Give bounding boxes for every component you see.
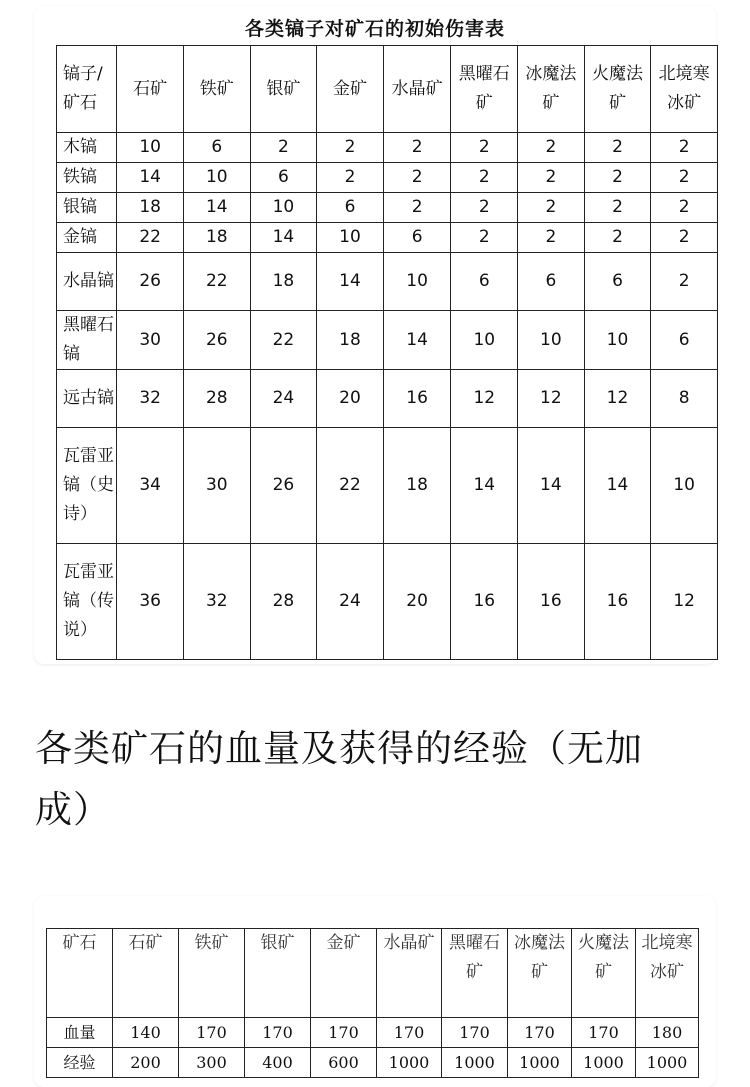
column-header: 石矿 bbox=[113, 929, 179, 1018]
damage-cell: 28 bbox=[250, 544, 317, 660]
damage-cell: 14 bbox=[584, 428, 651, 544]
column-header: 铁矿 bbox=[183, 46, 250, 133]
damage-cell: 24 bbox=[250, 370, 317, 428]
column-header: 铁矿 bbox=[179, 929, 245, 1018]
damage-cell: 10 bbox=[651, 428, 718, 544]
damage-cell: 14 bbox=[383, 311, 451, 370]
column-header: 火魔法矿 bbox=[572, 929, 636, 1018]
damage-cell: 6 bbox=[518, 253, 585, 311]
damage-cell: 2 bbox=[651, 163, 718, 193]
damage-cell: 2 bbox=[250, 133, 317, 163]
damage-cell: 6 bbox=[250, 163, 317, 193]
row-label: 木镐 bbox=[57, 133, 117, 163]
column-header: 水晶矿 bbox=[383, 46, 451, 133]
damage-cell: 32 bbox=[117, 370, 184, 428]
damage-table-title: 各类镐子对矿石的初始伤害表 bbox=[244, 18, 505, 40]
damage-cell: 2 bbox=[584, 163, 651, 193]
damage-cell: 18 bbox=[117, 193, 184, 223]
value-cell: 200 bbox=[113, 1048, 179, 1078]
damage-cell: 2 bbox=[451, 163, 518, 193]
damage-cell: 22 bbox=[250, 311, 317, 370]
value-cell: 170 bbox=[377, 1018, 442, 1048]
damage-cell: 12 bbox=[451, 370, 518, 428]
damage-cell: 26 bbox=[117, 253, 184, 311]
damage-cell: 20 bbox=[317, 370, 384, 428]
damage-cell: 26 bbox=[250, 428, 317, 544]
damage-cell: 10 bbox=[183, 163, 250, 193]
damage-cell: 10 bbox=[317, 223, 384, 253]
value-cell: 400 bbox=[245, 1048, 311, 1078]
value-cell: 170 bbox=[179, 1018, 245, 1048]
damage-cell: 2 bbox=[451, 193, 518, 223]
damage-cell: 2 bbox=[317, 163, 384, 193]
damage-cell: 20 bbox=[383, 544, 451, 660]
damage-cell: 2 bbox=[451, 133, 518, 163]
damage-cell: 10 bbox=[250, 193, 317, 223]
damage-cell: 2 bbox=[584, 133, 651, 163]
damage-cell: 30 bbox=[117, 311, 184, 370]
damage-cell: 14 bbox=[451, 428, 518, 544]
value-cell: 1000 bbox=[572, 1048, 636, 1078]
column-header: 水晶矿 bbox=[377, 929, 442, 1018]
table-row bbox=[57, 311, 718, 370]
row-label: 瓦雷亚镐（史诗） bbox=[57, 428, 117, 544]
damage-cell: 6 bbox=[451, 253, 518, 311]
damage-cell: 18 bbox=[383, 428, 451, 544]
row-label: 黑曜石镐 bbox=[57, 311, 117, 370]
damage-cell: 2 bbox=[651, 253, 718, 311]
value-cell: 140 bbox=[113, 1018, 179, 1048]
value-cell: 170 bbox=[442, 1018, 508, 1048]
table-row bbox=[47, 1018, 699, 1048]
damage-cell: 12 bbox=[518, 370, 585, 428]
damage-cell: 16 bbox=[383, 370, 451, 428]
damage-cell: 2 bbox=[584, 223, 651, 253]
row-label: 水晶镐 bbox=[57, 253, 117, 311]
row-label: 铁镐 bbox=[57, 163, 117, 193]
column-header: 北境寒冰矿 bbox=[651, 46, 718, 133]
damage-cell: 34 bbox=[117, 428, 184, 544]
damage-cell: 12 bbox=[651, 544, 718, 660]
damage-cell: 6 bbox=[584, 253, 651, 311]
damage-cell: 2 bbox=[383, 163, 451, 193]
damage-cell: 16 bbox=[518, 544, 585, 660]
damage-cell: 6 bbox=[183, 133, 250, 163]
damage-cell: 14 bbox=[183, 193, 250, 223]
damage-cell: 18 bbox=[317, 311, 384, 370]
value-cell: 170 bbox=[508, 1018, 572, 1048]
value-cell: 1000 bbox=[636, 1048, 699, 1078]
damage-cell: 10 bbox=[117, 133, 184, 163]
value-cell: 1000 bbox=[508, 1048, 572, 1078]
hp-table-header-row bbox=[47, 929, 699, 1018]
row-label: 瓦雷亚镐（传说） bbox=[57, 544, 117, 660]
damage-cell: 22 bbox=[183, 253, 250, 311]
damage-cell: 14 bbox=[518, 428, 585, 544]
damage-cell: 10 bbox=[584, 311, 651, 370]
column-header: 金矿 bbox=[311, 929, 377, 1018]
table-row bbox=[57, 544, 718, 660]
damage-cell: 16 bbox=[451, 544, 518, 660]
row-label: 银镐 bbox=[57, 193, 117, 223]
damage-cell: 2 bbox=[383, 193, 451, 223]
damage-cell: 30 bbox=[183, 428, 250, 544]
damage-cell: 2 bbox=[518, 133, 585, 163]
damage-cell: 2 bbox=[651, 193, 718, 223]
column-header: 冰魔法矿 bbox=[508, 929, 572, 1018]
row-label: 血量 bbox=[47, 1018, 113, 1048]
corner-label: 矿石 bbox=[47, 929, 113, 1018]
column-header: 银矿 bbox=[245, 929, 311, 1018]
damage-cell: 2 bbox=[383, 133, 451, 163]
table-row bbox=[57, 253, 718, 311]
table-row bbox=[57, 193, 718, 223]
value-cell: 170 bbox=[572, 1018, 636, 1048]
damage-cell: 22 bbox=[317, 428, 384, 544]
damage-cell: 10 bbox=[383, 253, 451, 311]
damage-cell: 14 bbox=[250, 223, 317, 253]
damage-cell: 18 bbox=[250, 253, 317, 311]
damage-cell: 2 bbox=[584, 193, 651, 223]
damage-cell: 24 bbox=[317, 544, 384, 660]
damage-cell: 10 bbox=[518, 311, 585, 370]
table-row bbox=[57, 223, 718, 253]
table-row bbox=[57, 370, 718, 428]
damage-cell: 22 bbox=[117, 223, 184, 253]
column-header: 冰魔法矿 bbox=[518, 46, 585, 133]
damage-cell: 8 bbox=[651, 370, 718, 428]
damage-cell: 2 bbox=[451, 223, 518, 253]
hp-table-card bbox=[34, 896, 716, 1087]
column-header: 石矿 bbox=[117, 46, 184, 133]
hp-exp-table bbox=[46, 928, 699, 1078]
table-row bbox=[57, 133, 718, 163]
section-heading: 各类矿石的血量及获得的经验（无加成） bbox=[35, 727, 643, 831]
column-header: 银矿 bbox=[250, 46, 317, 133]
damage-cell: 16 bbox=[584, 544, 651, 660]
damage-cell: 6 bbox=[651, 311, 718, 370]
damage-cell: 2 bbox=[518, 163, 585, 193]
damage-cell: 32 bbox=[183, 544, 250, 660]
damage-cell: 14 bbox=[317, 253, 384, 311]
table-row bbox=[57, 163, 718, 193]
corner-label: 镐子/矿石 bbox=[57, 46, 117, 133]
damage-cell: 6 bbox=[317, 193, 384, 223]
table-row bbox=[47, 1048, 699, 1078]
damage-cell: 2 bbox=[651, 223, 718, 253]
column-header: 火魔法矿 bbox=[584, 46, 651, 133]
damage-table bbox=[56, 45, 718, 660]
damage-cell: 26 bbox=[183, 311, 250, 370]
damage-table-card bbox=[34, 6, 716, 664]
damage-cell: 14 bbox=[117, 163, 184, 193]
damage-cell: 2 bbox=[317, 133, 384, 163]
column-header: 黑曜石矿 bbox=[451, 46, 518, 133]
damage-cell: 6 bbox=[383, 223, 451, 253]
column-header: 金矿 bbox=[317, 46, 384, 133]
row-label: 远古镐 bbox=[57, 370, 117, 428]
value-cell: 600 bbox=[311, 1048, 377, 1078]
damage-cell: 2 bbox=[518, 193, 585, 223]
damage-cell: 12 bbox=[584, 370, 651, 428]
value-cell: 1000 bbox=[377, 1048, 442, 1078]
damage-table-header-row bbox=[57, 46, 718, 133]
damage-cell: 2 bbox=[651, 133, 718, 163]
row-label: 经验 bbox=[47, 1048, 113, 1078]
damage-cell: 2 bbox=[518, 223, 585, 253]
value-cell: 300 bbox=[179, 1048, 245, 1078]
column-header: 北境寒冰矿 bbox=[636, 929, 699, 1018]
column-header: 黑曜石矿 bbox=[442, 929, 508, 1018]
value-cell: 1000 bbox=[442, 1048, 508, 1078]
value-cell: 170 bbox=[245, 1018, 311, 1048]
damage-cell: 10 bbox=[451, 311, 518, 370]
value-cell: 170 bbox=[311, 1018, 377, 1048]
damage-cell: 36 bbox=[117, 544, 184, 660]
table-row bbox=[57, 428, 718, 544]
value-cell: 180 bbox=[636, 1018, 699, 1048]
damage-cell: 28 bbox=[183, 370, 250, 428]
row-label: 金镐 bbox=[57, 223, 117, 253]
damage-cell: 18 bbox=[183, 223, 250, 253]
